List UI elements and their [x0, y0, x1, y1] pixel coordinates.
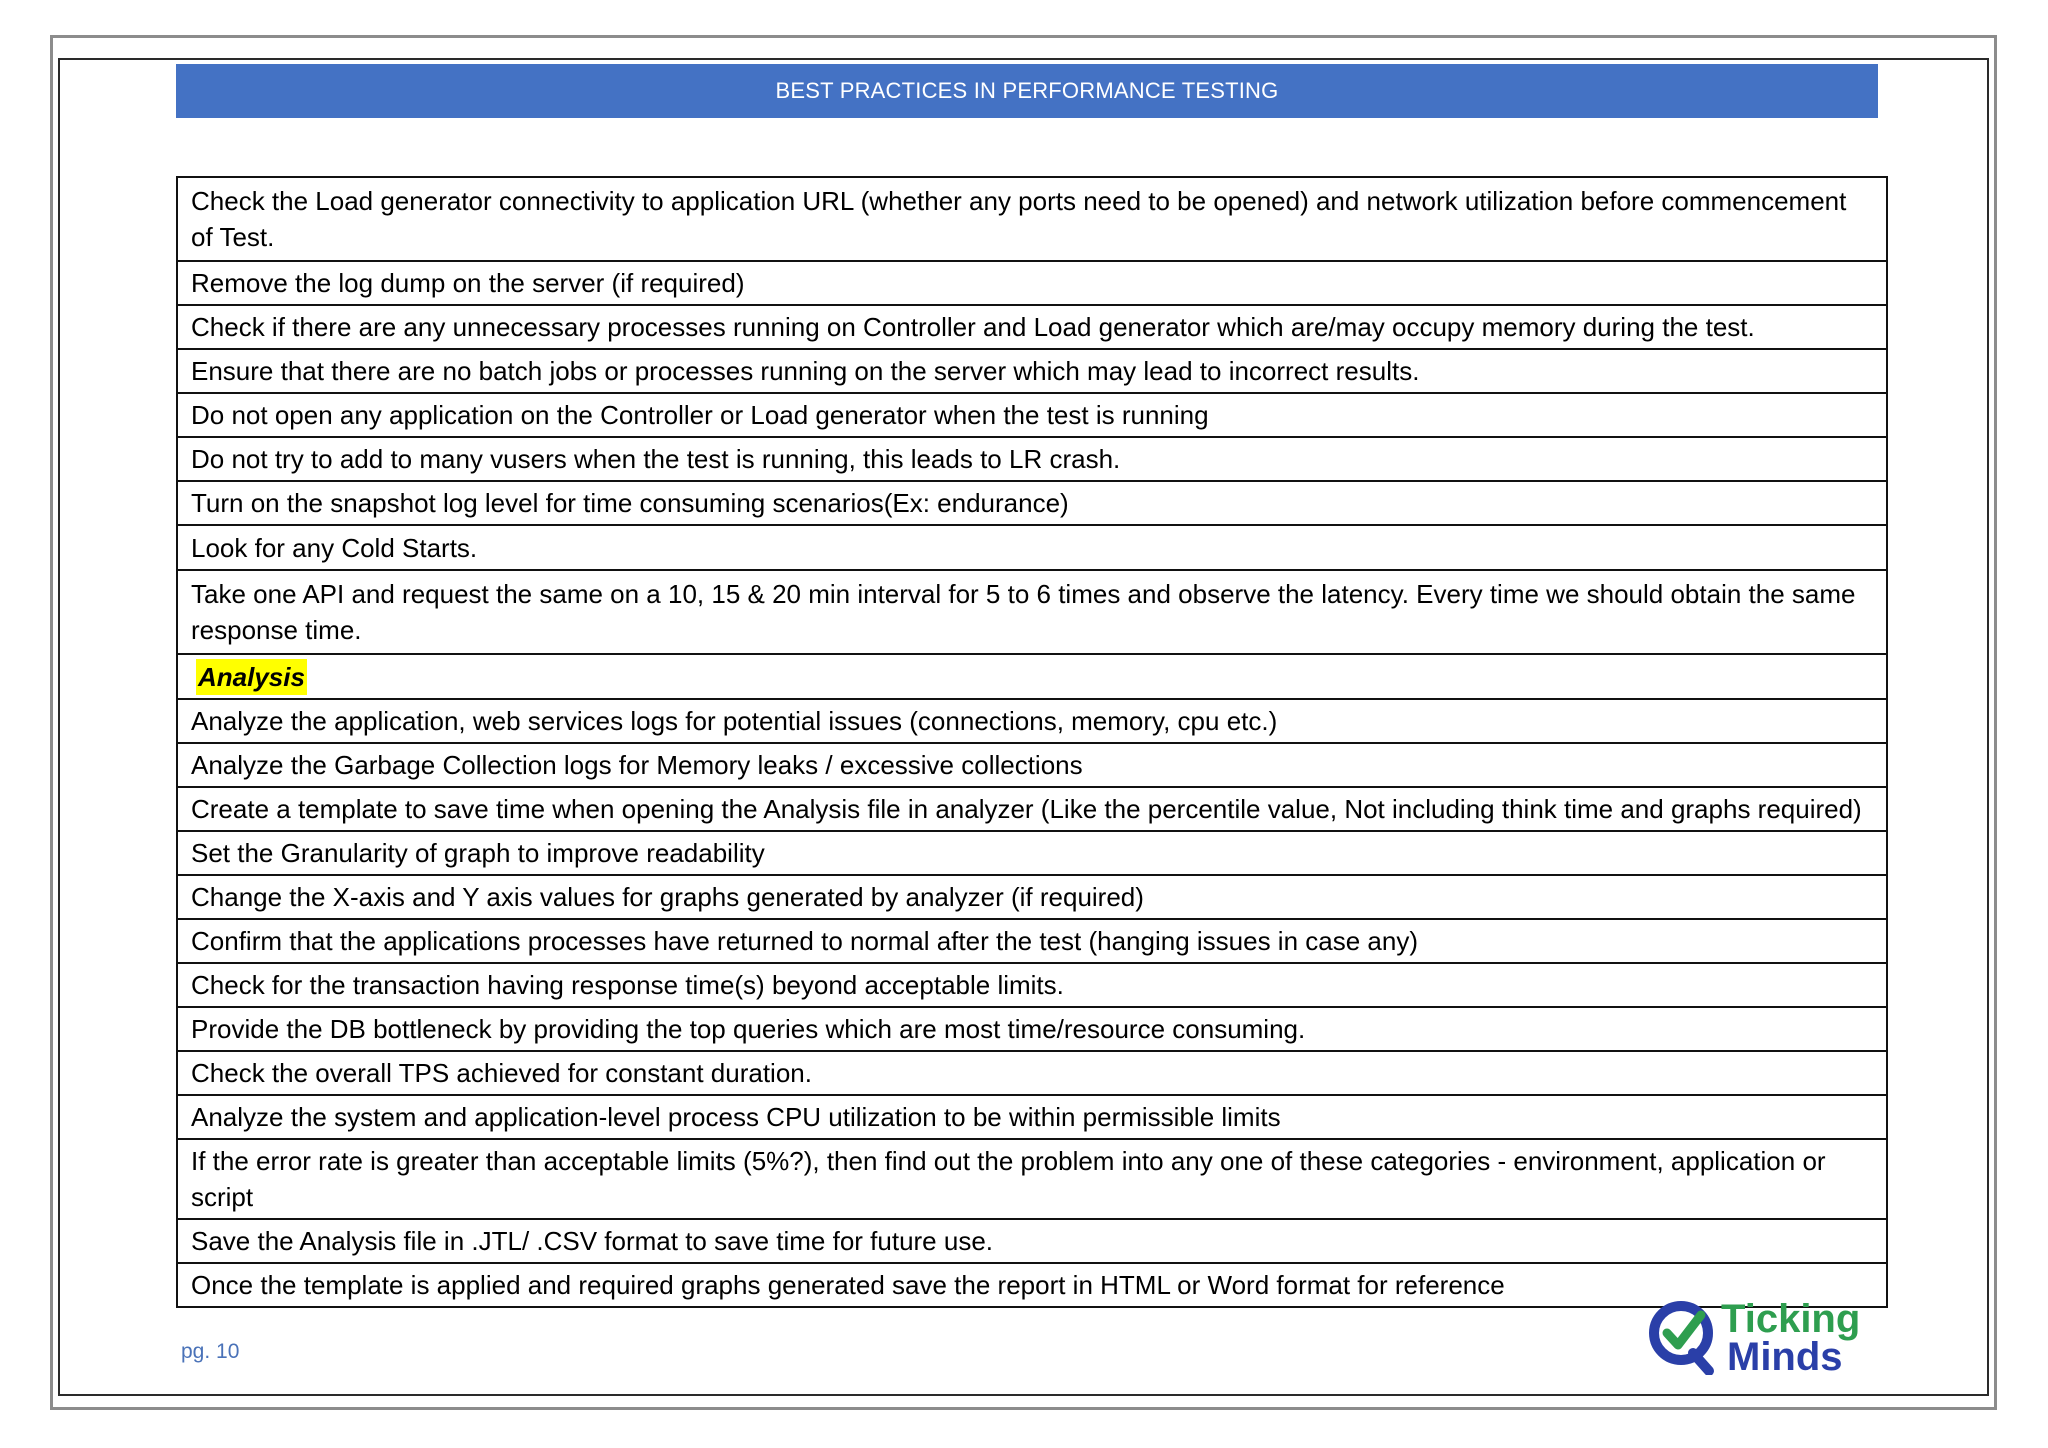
page-title-banner	[176, 64, 1878, 118]
table-row	[177, 349, 1887, 393]
page-number: pg. 10	[181, 1340, 240, 1363]
table-cell: Confirm that the applications processes have returned to normal after the test (hanging issues in case any)	[177, 919, 1887, 963]
logo-text-ticking: Ticking	[1721, 1297, 1861, 1341]
table-row	[177, 1139, 1887, 1219]
table-row	[177, 570, 1887, 654]
best-practices-table	[176, 176, 1888, 1308]
table-row	[177, 963, 1887, 1007]
table-row	[177, 831, 1887, 875]
table-cell: Check if there are any unnecessary processes running on Controller and Load generator which are/may occupy memory during the test.	[177, 305, 1887, 349]
table-cell: Do not try to add to many vusers when the test is running, this leads to LR crash.	[177, 437, 1887, 481]
logo-check-icon	[1667, 1315, 1701, 1345]
table-cell: Analyze the system and application-level process CPU utilization to be within permissible limits	[177, 1095, 1887, 1139]
table-cell: Analyze the Garbage Collection logs for Memory leaks / excessive collections	[177, 743, 1887, 787]
table-row	[177, 1219, 1887, 1263]
table-cell: Look for any Cold Starts.	[177, 525, 1887, 570]
table-cell: Provide the DB bottleneck by providing the top queries which are most time/resource consuming.	[177, 1007, 1887, 1051]
table-cell: Check the Load generator connectivity to application URL (whether any ports need to be opened) and network utilization before commencement of Test.	[177, 177, 1887, 261]
analysis-heading: Analysis	[196, 659, 307, 695]
table-cell: Check the overall TPS achieved for constant duration.	[177, 1051, 1887, 1095]
table-cell: Do not open any application on the Controller or Load generator when the test is running	[177, 393, 1887, 437]
table-cell: Analyze the application, web services logs for potential issues (connections, memory, cpu etc.)	[177, 699, 1887, 743]
table-row	[177, 787, 1887, 831]
table-cell: Ensure that there are no batch jobs or processes running on the server which may lead to incorrect results.	[177, 349, 1887, 393]
logo-text-minds: Minds	[1727, 1335, 1843, 1375]
table-row	[177, 525, 1887, 570]
table-cell: Remove the log dump on the server (if required)	[177, 261, 1887, 305]
table-cell: Create a template to save time when opening the Analysis file in analyzer (Like the percentile value, Not including think time and graphs required)	[177, 787, 1887, 831]
table-row	[177, 699, 1887, 743]
table-row	[177, 177, 1887, 261]
table-row	[177, 1051, 1887, 1095]
page-title: BEST PRACTICES IN PERFORMANCE TESTING	[775, 78, 1279, 103]
table-row	[177, 393, 1887, 437]
table-cell: Check for the transaction having response time(s) beyond acceptable limits.	[177, 963, 1887, 1007]
table-cell: Once the template is applied and required graphs generated save the report in HTML or Word format for reference	[177, 1263, 1887, 1307]
table-row	[177, 743, 1887, 787]
table-cell: Set the Granularity of graph to improve readability	[177, 831, 1887, 875]
table-row	[177, 481, 1887, 525]
table-row	[177, 875, 1887, 919]
table-cell: Change the X-axis and Y axis values for graphs generated by analyzer (if required)	[177, 875, 1887, 919]
table-cell: Take one API and request the same on a 10, 15 & 20 min interval for 5 to 6 times and observe the latency. Every time we should obtain the same response time.	[177, 570, 1887, 654]
table-row	[177, 261, 1887, 305]
logo-tail-icon	[1693, 1353, 1709, 1371]
section-cell	[177, 654, 1887, 699]
table-cell: Turn on the snapshot log level for time consuming scenarios(Ex: endurance)	[177, 481, 1887, 525]
table-row	[177, 437, 1887, 481]
table-row	[177, 305, 1887, 349]
table-row	[177, 1095, 1887, 1139]
table-cell: If the error rate is greater than acceptable limits (5%?), then find out the problem into any one of these categories - environment, application or script	[177, 1139, 1887, 1219]
table-row	[177, 1007, 1887, 1051]
section-row	[177, 654, 1887, 699]
table-row	[177, 1263, 1887, 1307]
table-cell: Save the Analysis file in .JTL/ .CSV format to save time for future use.	[177, 1219, 1887, 1263]
ticking-minds-logo	[1643, 1295, 1883, 1375]
table-row	[177, 919, 1887, 963]
